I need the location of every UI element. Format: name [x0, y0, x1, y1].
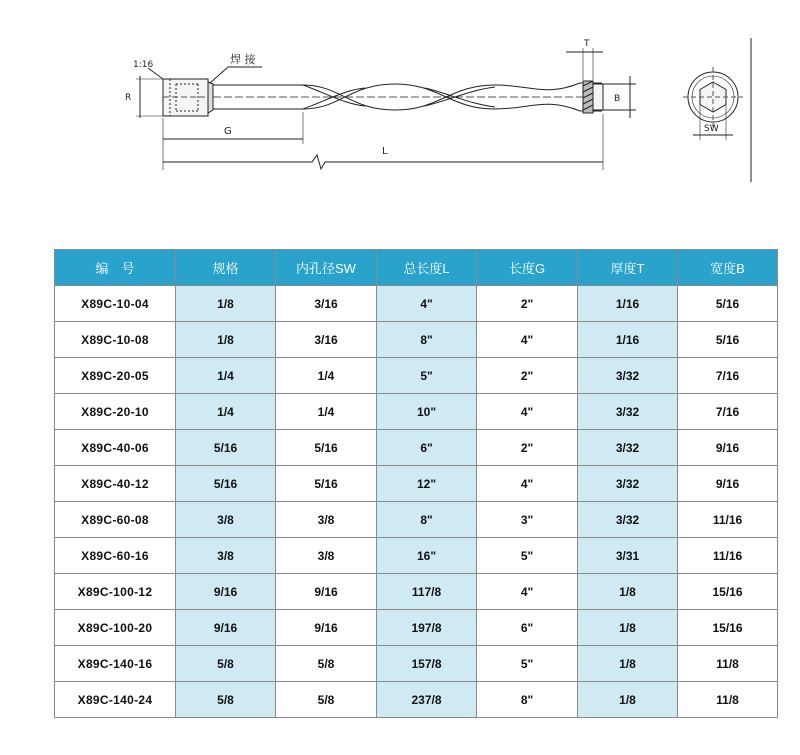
cell-code: X89C-60-08 [55, 502, 176, 538]
cell-length-g: 4" [477, 466, 578, 502]
cell-thickness: 1/16 [578, 322, 678, 358]
cell-width: 15/16 [678, 574, 778, 610]
table-row [55, 646, 778, 682]
end-cap [583, 81, 636, 113]
cell-size: 1/4 [176, 358, 276, 394]
cell-thickness: 1/16 [578, 286, 678, 322]
cell-length-g: 3" [477, 502, 578, 538]
cell-code: X89C-100-20 [55, 610, 176, 646]
dim-b-label: B [614, 94, 621, 104]
cell-thickness: 3/32 [578, 502, 678, 538]
header-size: 规格 [176, 250, 276, 286]
cell-size: 5/8 [176, 646, 276, 682]
cell-size: 3/8 [176, 502, 276, 538]
cell-width: 5/16 [678, 322, 778, 358]
cell-size: 5/8 [176, 682, 276, 718]
cell-total-length: 5" [377, 358, 477, 394]
cell-total-length: 237/8 [377, 682, 477, 718]
dim-l-label: L [382, 146, 388, 157]
cell-total-length: 8" [377, 322, 477, 358]
cell-length-g: 4" [477, 574, 578, 610]
ratio-label: 1:16 [133, 60, 154, 70]
cell-total-length: 197/8 [377, 610, 477, 646]
cell-inner-diameter: 1/4 [276, 394, 377, 430]
table-row [55, 466, 778, 502]
cell-total-length: 16" [377, 538, 477, 574]
cell-width: 11/16 [678, 502, 778, 538]
cell-thickness: 3/32 [578, 430, 678, 466]
cell-thickness: 3/32 [578, 394, 678, 430]
cell-thickness: 1/8 [578, 574, 678, 610]
spec-table [54, 249, 778, 718]
cell-width: 9/16 [678, 466, 778, 502]
cell-size: 9/16 [176, 610, 276, 646]
table-row [55, 610, 778, 646]
table-header-row [55, 250, 778, 286]
cell-code: X89C-20-05 [55, 358, 176, 394]
header-thickness: 厚度T [578, 250, 678, 286]
cell-size: 1/8 [176, 286, 276, 322]
cell-thickness: 1/8 [578, 646, 678, 682]
cell-size: 5/16 [176, 466, 276, 502]
cell-length-g: 2" [477, 286, 578, 322]
cell-length-g: 8" [477, 682, 578, 718]
cell-total-length: 8" [377, 502, 477, 538]
header-length-g: 长度G [477, 250, 578, 286]
cell-total-length: 10" [377, 394, 477, 430]
table-row [55, 322, 778, 358]
cell-thickness: 3/32 [578, 358, 678, 394]
cell-code: X89C-10-04 [55, 286, 176, 322]
cell-inner-diameter: 1/4 [276, 358, 377, 394]
weld-pointer [210, 67, 228, 83]
header-total-length: 总长度L [377, 250, 477, 286]
cell-width: 9/16 [678, 430, 778, 466]
cell-thickness: 3/31 [578, 538, 678, 574]
cell-inner-diameter: 3/8 [276, 538, 377, 574]
cell-code: X89C-100-12 [55, 574, 176, 610]
cell-size: 9/16 [176, 574, 276, 610]
dim-g-label: G [224, 126, 232, 137]
cell-inner-diameter: 9/16 [276, 574, 377, 610]
cell-width: 15/16 [678, 610, 778, 646]
cell-length-g: 2" [477, 430, 578, 466]
table-row [55, 430, 778, 466]
cell-total-length: 12" [377, 466, 477, 502]
cell-length-g: 4" [477, 394, 578, 430]
header-inner-diameter: 内孔径SW [276, 250, 377, 286]
cell-code: X89C-140-16 [55, 646, 176, 682]
cell-inner-diameter: 5/16 [276, 466, 377, 502]
cell-size: 5/16 [176, 430, 276, 466]
cell-inner-diameter: 3/16 [276, 286, 377, 322]
table-row [55, 286, 778, 322]
cell-length-g: 6" [477, 610, 578, 646]
cell-size: 3/8 [176, 538, 276, 574]
header-code: 编 号 [55, 250, 176, 286]
cell-inner-diameter: 3/8 [276, 502, 377, 538]
cell-inner-diameter: 3/16 [276, 322, 377, 358]
cell-width: 7/16 [678, 358, 778, 394]
table-row [55, 394, 778, 430]
cell-thickness: 1/8 [578, 610, 678, 646]
header-width: 宽度B [678, 250, 778, 286]
cell-width: 11/8 [678, 682, 778, 718]
dim-l-line [163, 155, 603, 169]
cell-total-length: 117/8 [377, 574, 477, 610]
table-row [55, 358, 778, 394]
socket-end [148, 68, 213, 116]
cell-code: X89C-10-08 [55, 322, 176, 358]
dim-r-label: R [125, 93, 132, 103]
dim-sw-label: SW [704, 124, 719, 134]
cell-length-g: 4" [477, 322, 578, 358]
cell-width: 11/16 [678, 538, 778, 574]
cell-thickness: 1/8 [578, 682, 678, 718]
cell-code: X89C-20-10 [55, 394, 176, 430]
table-row [55, 682, 778, 718]
weld-label: 焊 接 [230, 53, 256, 66]
cell-length-g: 5" [477, 538, 578, 574]
cell-width: 7/16 [678, 394, 778, 430]
cell-code: X89C-140-24 [55, 682, 176, 718]
cell-total-length: 4" [377, 286, 477, 322]
cell-inner-diameter: 5/8 [276, 646, 377, 682]
cell-width: 11/8 [678, 646, 778, 682]
cell-code: X89C-40-06 [55, 430, 176, 466]
cell-width: 5/16 [678, 286, 778, 322]
technical-drawing [0, 0, 800, 200]
cell-code: X89C-60-16 [55, 538, 176, 574]
table-row [55, 574, 778, 610]
cell-size: 1/4 [176, 394, 276, 430]
cell-length-g: 5" [477, 646, 578, 682]
cell-size: 1/8 [176, 322, 276, 358]
cell-thickness: 3/32 [578, 466, 678, 502]
cell-total-length: 6" [377, 430, 477, 466]
cell-code: X89C-40-12 [55, 466, 176, 502]
cell-inner-diameter: 5/8 [276, 682, 377, 718]
shaft [213, 83, 602, 111]
cell-inner-diameter: 5/16 [276, 430, 377, 466]
cell-inner-diameter: 9/16 [276, 610, 377, 646]
table-row [55, 502, 778, 538]
table-row [55, 538, 778, 574]
cell-length-g: 2" [477, 358, 578, 394]
dim-t-label: T [584, 39, 590, 49]
cell-total-length: 157/8 [377, 646, 477, 682]
